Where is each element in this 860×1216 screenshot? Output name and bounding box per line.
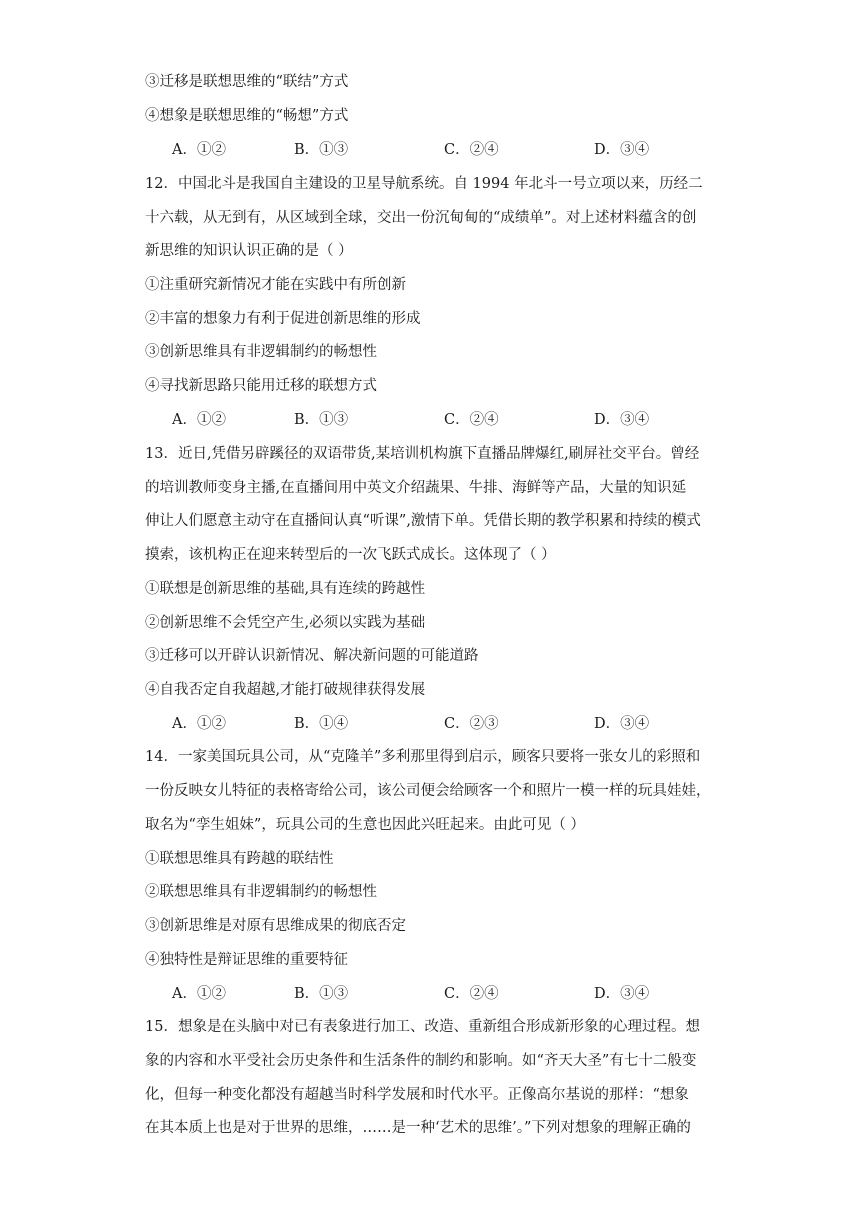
- option-a[interactable]: A．①②: [172, 986, 226, 1002]
- q13-answer-options: [172, 714, 692, 734]
- q12-stem-line: 十六载，从无到有，从区域到全球，交出一份沉甸甸的“成绩单”。对上述材料蕴含的创: [145, 210, 697, 226]
- q13-statement-4: ④自我否定自我超越,才能打破规律获得发展: [145, 682, 426, 698]
- q13-stem-line: 摸索，该机构正在迎来转型后的一次飞跃式成长。这体现了（ ）: [145, 547, 556, 563]
- option-d[interactable]: D．③④: [594, 142, 650, 158]
- q13-stem-line: 13．近日,凭借另辟蹊径的双语带货,某培训机构旗下直播品牌爆红,刷屏社交平台。曾经: [145, 446, 700, 462]
- q14-statement-4: ④独特性是辩证思维的重要特征: [145, 952, 348, 968]
- option-b[interactable]: B．①③: [294, 142, 349, 158]
- q13-stem-line: 的培训教师变身主播,在直播间用中英文介绍蔬果、牛排、海鲜等产品，大量的知识延: [145, 480, 687, 496]
- q12-statement-1: ①注重研究新情况才能在实践中有所创新: [145, 277, 406, 293]
- q13-statement-1: ①联想是创新思维的基础,具有连续的跨越性: [145, 581, 426, 597]
- q14-statement-2: ②联想思维具有非逻辑制约的畅想性: [145, 884, 377, 900]
- q12-answer-options: [172, 410, 692, 430]
- option-c[interactable]: C．②④: [444, 986, 499, 1002]
- q12-statement-3: ③创新思维具有非逻辑制约的畅想性: [145, 344, 377, 360]
- statement-3: ③迁移是联想思维的“联结”方式: [145, 74, 349, 90]
- q13-stem-line: 伸让人们愿意主动守在直播间认真“听课”,激情下单。凭借长期的教学积累和持续的模式: [145, 513, 701, 529]
- option-b[interactable]: B．①④: [294, 716, 349, 732]
- option-d[interactable]: D．③④: [594, 716, 650, 732]
- option-d[interactable]: D．③④: [594, 412, 650, 428]
- q12-stem-line: 12．中国北斗是我国自主建设的卫星导航系统。自 1994 年北斗一号立项以来，历经二: [145, 176, 703, 192]
- answer-options: [172, 140, 692, 160]
- q14-statement-3: ③创新思维是对原有思维成果的彻底否定: [145, 918, 406, 934]
- q15-stem-line: 象的内容和水平受社会历史条件和生活条件的制约和影响。如“齐天大圣”有七十二般变: [145, 1053, 697, 1069]
- q14-stem-line: 取名为“孪生姐妹”，玩具公司的生意也因此兴旺起来。由此可见（ ）: [145, 817, 585, 833]
- q15-stem-line: 在其本质上也是对于世界的思维，……是一种‘艺术的思维’。”下列对想象的理解正确的: [145, 1120, 691, 1136]
- q13-statement-2: ②创新思维不会凭空产生,必须以实践为基础: [145, 615, 426, 631]
- q15-stem-line: 15．想象是在头脑中对已有表象进行加工、改造、重新组合形成新形象的心理过程。想: [145, 1019, 700, 1035]
- q12-stem-line: 新思维的知识认识正确的是（ ）: [145, 243, 353, 259]
- option-b[interactable]: B．①③: [294, 412, 349, 428]
- option-a[interactable]: A．①②: [172, 412, 226, 428]
- q14-statement-1: ①联想思维具有跨越的联结性: [145, 851, 334, 867]
- q14-stem-line: 14．一家美国玩具公司，从“克隆羊”多利那里得到启示，顾客只要将一张女儿的彩照和: [145, 749, 701, 765]
- q14-answer-options: [172, 984, 692, 1004]
- option-c[interactable]: C．②④: [444, 412, 499, 428]
- option-c[interactable]: C．②③: [444, 716, 499, 732]
- q12-statement-2: ②丰富的想象力有利于促进创新思维的形成: [145, 311, 421, 327]
- option-b[interactable]: B．①③: [294, 986, 349, 1002]
- q13-statement-3: ③迁移可以开辟认识新情况、解决新问题的可能道路: [145, 648, 479, 664]
- option-c[interactable]: C．②④: [444, 142, 499, 158]
- q14-stem-line: 一份反映女儿特征的表格寄给公司，该公司便会给顾客一个和照片一模一样的玩具娃娃，: [145, 783, 711, 799]
- q15-stem-line: 化，但每一种变化都没有超越当时科学发展和时代水平。正像高尔基说的那样：“想象: [145, 1087, 689, 1103]
- statement-4: ④想象是联想思维的“畅想”方式: [145, 108, 349, 124]
- option-d[interactable]: D．③④: [594, 986, 650, 1002]
- q12-statement-4: ④寻找新思路只能用迁移的联想方式: [145, 378, 377, 394]
- option-a[interactable]: A．①②: [172, 142, 226, 158]
- option-a[interactable]: A．①②: [172, 716, 226, 732]
